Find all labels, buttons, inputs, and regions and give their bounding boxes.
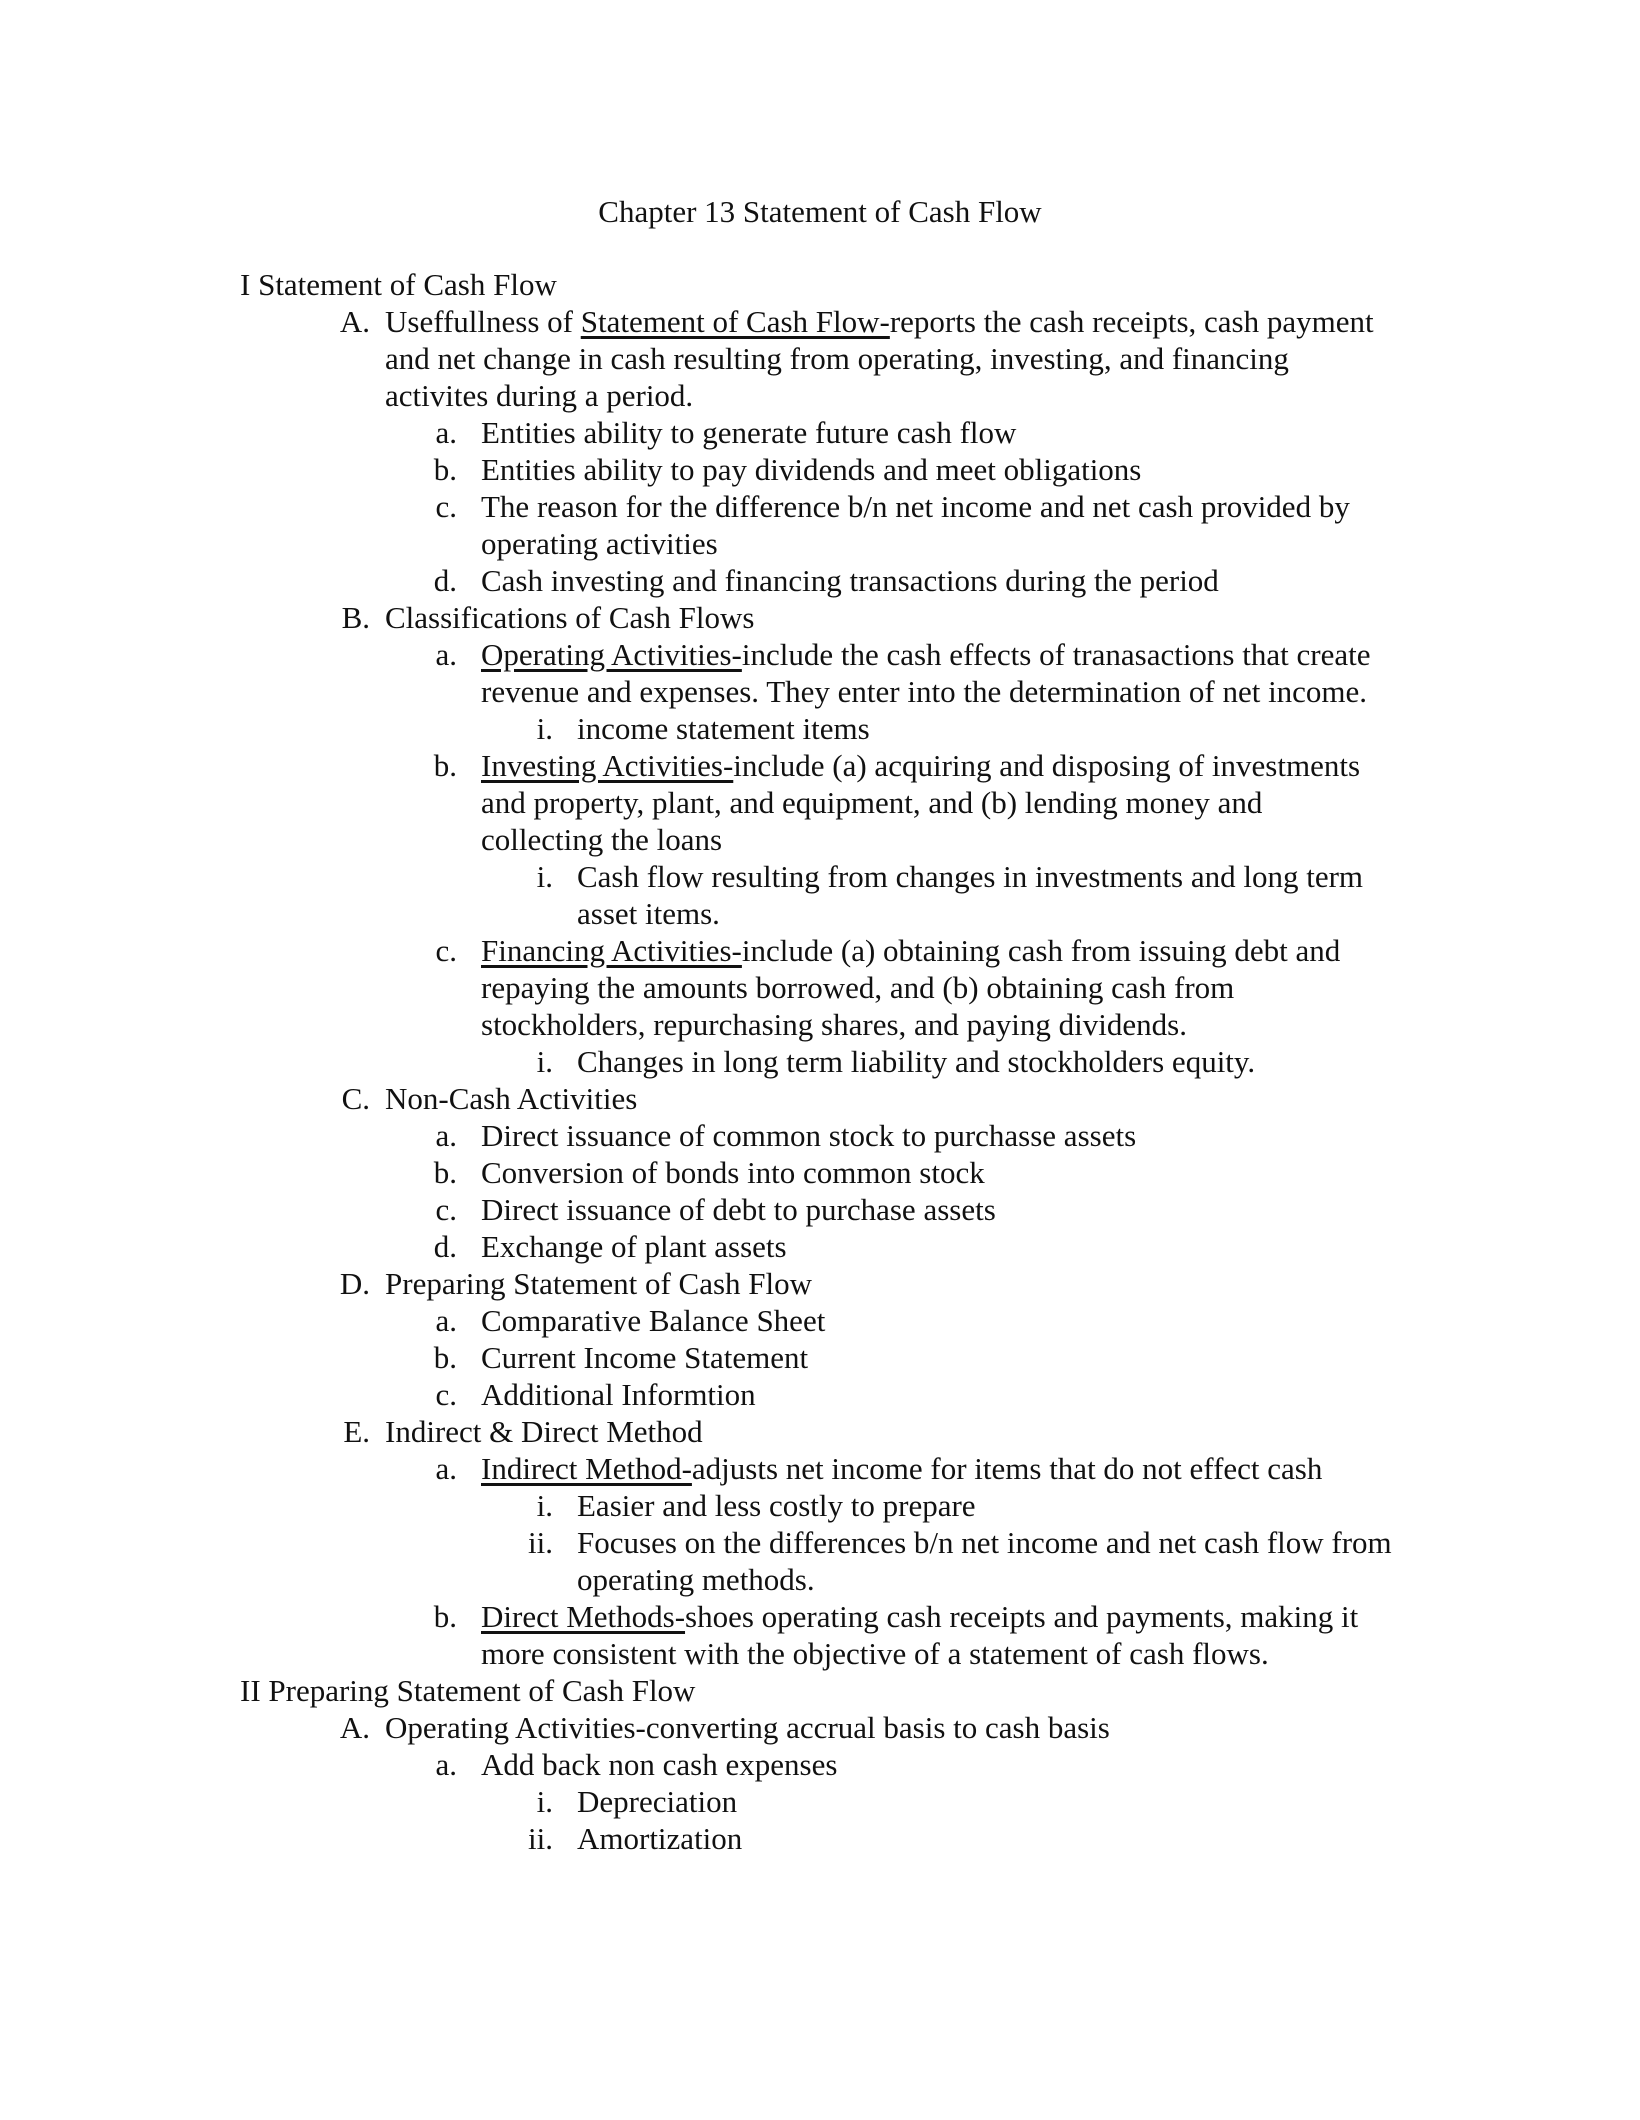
defined-term: Direct Methods- xyxy=(481,1599,686,1634)
item-text: Add back non cash expenses xyxy=(481,1747,838,1782)
list-marker: C. xyxy=(341,1081,370,1116)
item-text: income statement items xyxy=(577,711,870,746)
item-text: Financing Activities-include (a) obtaining cash from issuing debt and repaying the amounts borrowed, and (b) obtaining cash from stockholders, repurchasing shares, and paying dividends. xyxy=(481,933,1341,1042)
outline-item-l1 xyxy=(0,1080,1375,1117)
list-marker: a. xyxy=(435,637,457,672)
outline-item-l2 xyxy=(0,414,1391,451)
outline-item-l3 xyxy=(0,1820,1397,1857)
item-text: Current Income Statement xyxy=(481,1340,809,1375)
defined-term: Operating Activities- xyxy=(481,637,742,672)
outline-item-l2 xyxy=(0,1228,1391,1265)
list-marker: a. xyxy=(435,1451,457,1486)
outline-item-l2 xyxy=(0,1154,1391,1191)
outline-item-l2 xyxy=(0,932,1391,1043)
outline-item-l2 xyxy=(0,562,1391,599)
outline-item-l2 xyxy=(0,488,1391,562)
defined-term: Investing Activities- xyxy=(481,748,734,783)
outline-item-l3 xyxy=(0,1524,1397,1598)
item-text: Indirect Method-adjusts net income for items that do not effect cash xyxy=(481,1451,1323,1486)
list-marker: c. xyxy=(435,489,457,524)
list-marker: i. xyxy=(536,859,553,894)
outline-item-l2 xyxy=(0,1746,1391,1783)
item-text: Useffullness of Statement of Cash Flow-reports the cash receipts, cash payment and net change in cash resulting from operating, investing, and financing activites during a period. xyxy=(385,304,1374,413)
item-text: Focuses on the differences b/n net income and net cash flow from operating methods. xyxy=(577,1525,1392,1597)
item-text: Cash investing and financing transactions during the period xyxy=(481,563,1219,598)
item-text: Entities ability to generate future cash flow xyxy=(481,415,1017,450)
item-text: Operating Activities-include the cash effects of tranasactions that create revenue and expenses. They enter into the determination of net income. xyxy=(481,637,1371,709)
outline-item-l2 xyxy=(0,1450,1391,1487)
list-marker: c. xyxy=(435,1377,457,1412)
defined-term: Statement of Cash Flow- xyxy=(580,304,890,339)
list-marker: a. xyxy=(435,415,457,450)
list-marker: ii. xyxy=(528,1525,553,1560)
list-marker: A. xyxy=(339,304,370,339)
outline xyxy=(0,266,1640,1857)
outline-item-l2 xyxy=(0,1191,1391,1228)
list-marker: a. xyxy=(435,1118,457,1153)
item-text: Preparing Statement of Cash Flow xyxy=(385,1266,813,1301)
outline-item-l3 xyxy=(0,1783,1397,1820)
item-text: Easier and less costly to prepare xyxy=(577,1488,976,1523)
list-marker: D. xyxy=(339,1266,370,1301)
item-text: Direct issuance of common stock to purchasse assets xyxy=(481,1118,1137,1153)
list-marker: b. xyxy=(433,1155,457,1190)
section-heading: II Preparing Statement of Cash Flow xyxy=(240,1673,696,1708)
item-text: Depreciation xyxy=(577,1784,738,1819)
outline-item-l2 xyxy=(0,1117,1391,1154)
item-text: Cash flow resulting from changes in investments and long term asset items. xyxy=(577,859,1364,931)
item-text: Amortization xyxy=(577,1821,743,1856)
list-marker: b. xyxy=(433,748,457,783)
list-marker: d. xyxy=(433,563,457,598)
list-marker: c. xyxy=(435,1192,457,1227)
list-marker: i. xyxy=(536,1488,553,1523)
outline-item-l3 xyxy=(0,1487,1397,1524)
list-marker: i. xyxy=(536,1044,553,1079)
list-marker: i. xyxy=(536,1784,553,1819)
outline-item-l1 xyxy=(0,599,1375,636)
list-marker: B. xyxy=(341,600,370,635)
outline-item-l2 xyxy=(0,1339,1391,1376)
list-marker: b. xyxy=(433,1599,457,1634)
outline-item-l2 xyxy=(0,451,1391,488)
outline-item-l1 xyxy=(0,1413,1375,1450)
item-text: Comparative Balance Sheet xyxy=(481,1303,826,1338)
list-marker: A. xyxy=(339,1710,370,1745)
item-text: Additional Informtion xyxy=(481,1377,756,1412)
outline-item-l2 xyxy=(0,1376,1391,1413)
section-heading: I Statement of Cash Flow xyxy=(240,267,557,302)
defined-term: Financing Activities- xyxy=(481,933,742,968)
list-marker: d. xyxy=(433,1229,457,1264)
outline-item-l1 xyxy=(0,1265,1375,1302)
item-text: Conversion of bonds into common stock xyxy=(481,1155,985,1190)
list-marker: b. xyxy=(433,1340,457,1375)
list-marker: ii. xyxy=(528,1821,553,1856)
outline-item-l2 xyxy=(0,636,1391,710)
outline-item-l1 xyxy=(0,303,1375,414)
item-text: Indirect & Direct Method xyxy=(385,1414,703,1449)
outline-item-l3 xyxy=(0,1043,1397,1080)
outline-item-l2 xyxy=(0,1598,1391,1672)
item-text: Operating Activities-converting accrual basis to cash basis xyxy=(385,1710,1110,1745)
outline-item-l2 xyxy=(0,1302,1391,1339)
item-text: Exchange of plant assets xyxy=(481,1229,787,1264)
item-text: The reason for the difference b/n net income and net cash provided by operating activities xyxy=(481,489,1350,561)
item-text: Classifications of Cash Flows xyxy=(385,600,755,635)
outline-item-l3 xyxy=(0,858,1397,932)
list-marker: a. xyxy=(435,1303,457,1338)
list-marker: i. xyxy=(536,711,553,746)
item-text: Entities ability to pay dividends and meet obligations xyxy=(481,452,1142,487)
item-text: Non-Cash Activities xyxy=(385,1081,638,1116)
outline-item-l1 xyxy=(0,1709,1375,1746)
defined-term: Indirect Method- xyxy=(481,1451,692,1486)
item-text: Direct Methods-shoes operating cash receipts and payments, making it more consistent with the objective of a statement of cash flows. xyxy=(481,1599,1359,1671)
item-text: Changes in long term liability and stockholders equity. xyxy=(577,1044,1256,1079)
list-marker: b. xyxy=(433,452,457,487)
item-text: Investing Activities-include (a) acquiring and disposing of investments and property, plant, and equipment, and (b) lending money and collecting the loans xyxy=(481,748,1361,857)
outline-item-l3 xyxy=(0,710,1397,747)
list-marker: a. xyxy=(435,1747,457,1782)
list-marker: c. xyxy=(435,933,457,968)
item-text: Direct issuance of debt to purchase assets xyxy=(481,1192,996,1227)
page-title: Chapter 13 Statement of Cash Flow xyxy=(598,194,1042,229)
list-marker: E. xyxy=(343,1414,370,1449)
outline-item-l2 xyxy=(0,747,1391,858)
